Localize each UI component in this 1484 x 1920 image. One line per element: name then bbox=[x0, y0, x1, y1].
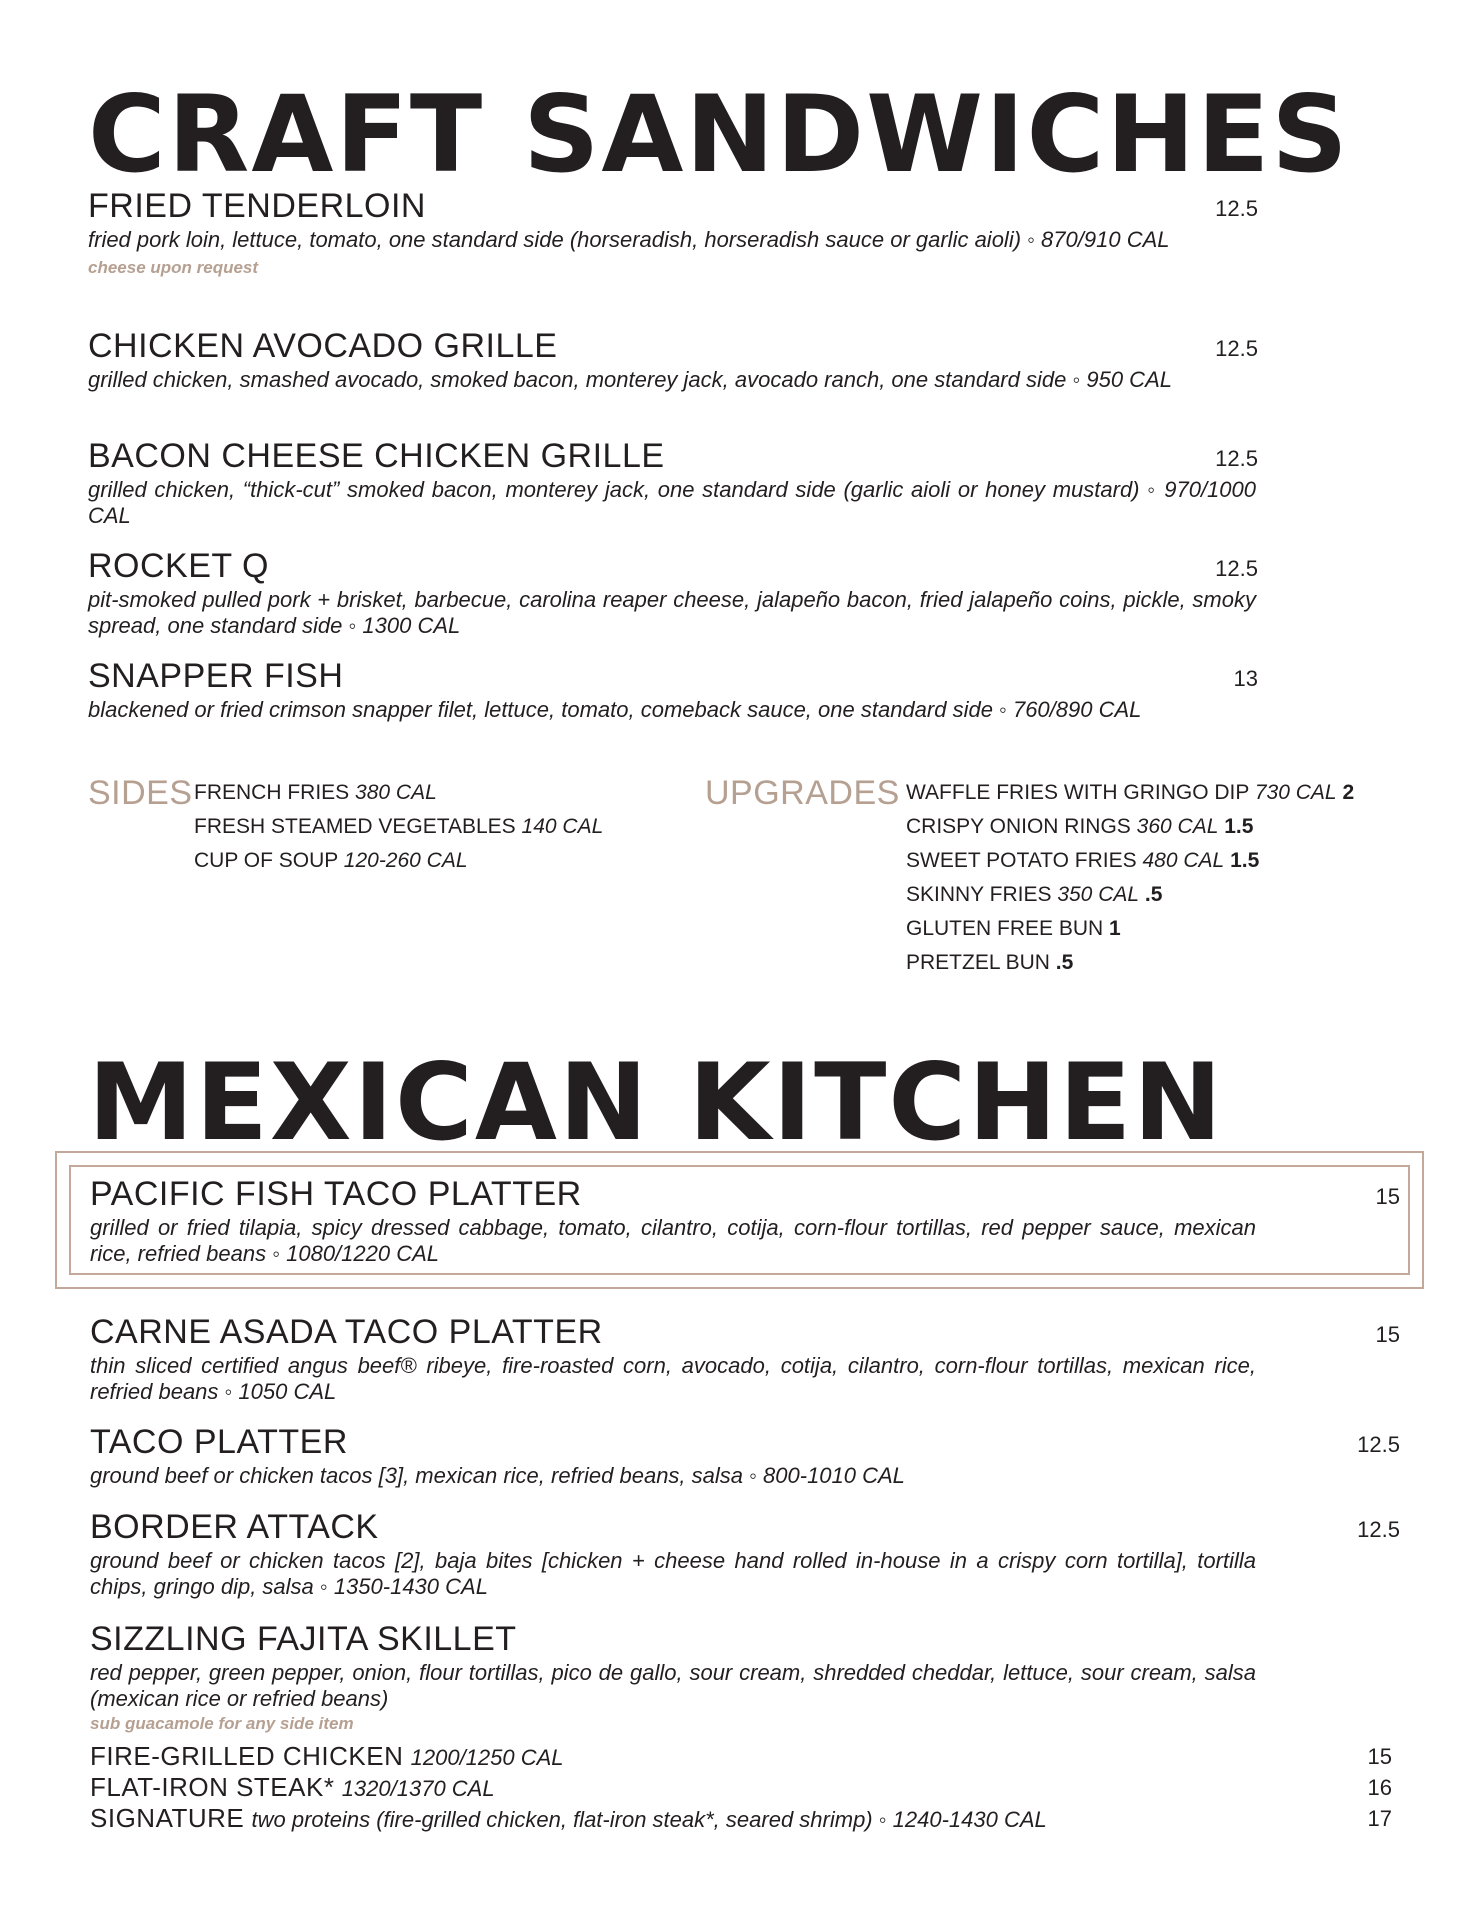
fajita-option-price: 16 bbox=[1367, 1775, 1392, 1800]
menu-item-taco-platter bbox=[90, 1422, 1400, 1489]
side-item bbox=[194, 776, 603, 810]
section-title-craft-sandwiches: CRAFT SANDWICHES bbox=[88, 73, 1350, 196]
menu-item-chicken-avocado-grille bbox=[88, 326, 1258, 393]
upgrade-name: PRETZEL BUN bbox=[906, 951, 1050, 974]
sides-list bbox=[194, 776, 603, 878]
fajita-option-description: 1320/1370 CAL bbox=[341, 1776, 495, 1801]
upgrades-label: UPGRADES bbox=[705, 774, 900, 812]
item-description: thin sliced certified angus beef® ribeye, fire-roasted corn, avocado, cotija, cilantro, corn-flour tortillas, mexican rice, refried beans ◦ 1050 CAL bbox=[90, 1353, 1256, 1404]
section-title-mexican-kitchen: MEXICAN KITCHEN bbox=[88, 1041, 1225, 1164]
side-item bbox=[194, 844, 603, 878]
upgrade-price: .5 bbox=[1055, 951, 1074, 974]
item-description: grilled chicken, smashed avocado, smoked bacon, monterey jack, avocado ranch, one standard side ◦ 950 CAL bbox=[88, 367, 1172, 392]
item-name: CARNE ASADA TACO PLATTER bbox=[90, 1313, 603, 1351]
item-description: pit-smoked pulled pork + brisket, barbecue, carolina reaper cheese, jalapeño bacon, fried jalapeño coins, pickle, smoky spread, one standard side ◦ 1300 CAL bbox=[88, 587, 1256, 638]
item-description: red pepper, green pepper, onion, flour tortillas, pico de gallo, sour cream, shredded cheddar, lettuce, sour cream, salsa (mexican rice or refried beans) bbox=[90, 1660, 1256, 1711]
item-price: 15 bbox=[1375, 1184, 1400, 1209]
item-description: ground beef or chicken tacos [2], baja bites [chicken + cheese hand rolled in-house in a crispy corn tortilla], tortilla chips, gringo dip, salsa ◦ 1350-1430 CAL bbox=[90, 1548, 1256, 1599]
fajita-option-description: two proteins (fire-grilled chicken, flat-iron steak*, seared shrimp) ◦ 1240-1430 CAL bbox=[251, 1807, 1047, 1832]
item-name: CHICKEN AVOCADO GRILLE bbox=[88, 327, 558, 365]
item-note: cheese upon request bbox=[88, 258, 259, 277]
upgrade-item bbox=[906, 946, 1354, 980]
item-name: TACO PLATTER bbox=[90, 1423, 348, 1461]
menu-item-pacific-fish-taco-platter bbox=[90, 1174, 1400, 1267]
item-price: 12.5 bbox=[1215, 446, 1258, 471]
fajita-option-price: 15 bbox=[1367, 1744, 1392, 1769]
item-price: 12.5 bbox=[1357, 1432, 1400, 1457]
upgrade-price: 2 bbox=[1342, 781, 1355, 804]
upgrade-price: 1.5 bbox=[1224, 815, 1254, 838]
menu-item-carne-asada-taco-platter bbox=[90, 1312, 1400, 1405]
upgrade-item bbox=[906, 776, 1354, 810]
side-item bbox=[194, 810, 603, 844]
upgrade-item bbox=[906, 844, 1354, 878]
item-description: grilled chicken, “thick-cut” smoked bacon, monterey jack, one standard side (garlic aioli or honey mustard) ◦ 970/1000 CAL bbox=[88, 477, 1256, 528]
upgrade-name: SWEET POTATO FRIES bbox=[906, 849, 1137, 872]
upgrade-calories: 480 CAL bbox=[1142, 849, 1225, 872]
upgrade-price: 1 bbox=[1109, 917, 1121, 940]
upgrade-item bbox=[906, 878, 1354, 912]
item-price: 12.5 bbox=[1215, 556, 1258, 581]
upgrade-calories: 360 CAL bbox=[1136, 815, 1219, 838]
item-price: 13 bbox=[1233, 666, 1258, 691]
item-price: 12.5 bbox=[1215, 336, 1258, 361]
item-price: 12.5 bbox=[1215, 196, 1258, 221]
sides-label: SIDES bbox=[88, 774, 193, 812]
item-name: PACIFIC FISH TACO PLATTER bbox=[90, 1175, 582, 1213]
item-description: blackened or fried crimson snapper filet, lettuce, tomato, comeback sauce, one standard side ◦ 760/890 CAL bbox=[88, 697, 1142, 722]
item-name: SIZZLING FAJITA SKILLET bbox=[90, 1620, 517, 1658]
upgrade-name: WAFFLE FRIES WITH GRINGO DIP bbox=[906, 781, 1250, 804]
upgrade-calories: 350 CAL bbox=[1057, 883, 1140, 906]
item-price: 12.5 bbox=[1357, 1517, 1400, 1542]
side-name: FRENCH FRIES bbox=[194, 781, 350, 804]
item-price: 15 bbox=[1375, 1322, 1400, 1347]
item-description: fried pork loin, lettuce, tomato, one standard side (horseradish, horseradish sauce or garlic aioli) ◦ 870/910 CAL bbox=[88, 227, 1170, 252]
menu-item-bacon-cheese-chicken-grille bbox=[88, 436, 1258, 529]
item-name: SNAPPER FISH bbox=[88, 657, 344, 695]
side-name: FRESH STEAMED VEGETABLES bbox=[194, 815, 516, 838]
side-calories: 120-260 CAL bbox=[343, 849, 468, 872]
fajita-option-name: FIRE-GRILLED CHICKEN bbox=[90, 1741, 404, 1771]
menu-item-snapper-fish bbox=[88, 656, 1258, 723]
side-calories: 140 CAL bbox=[521, 815, 604, 838]
fajita-option-price: 17 bbox=[1367, 1806, 1392, 1831]
fajita-option-description: 1200/1250 CAL bbox=[410, 1745, 564, 1770]
item-name: FRIED TENDERLOIN bbox=[88, 187, 426, 225]
upgrade-calories: 730 CAL bbox=[1254, 781, 1337, 804]
upgrade-name: SKINNY FRIES bbox=[906, 883, 1052, 906]
fajita-option-row bbox=[90, 1741, 1392, 1772]
side-calories: 380 CAL bbox=[355, 781, 437, 804]
upgrade-item bbox=[906, 912, 1354, 946]
menu-item-sizzling-fajita-skillet bbox=[90, 1619, 1400, 1734]
fajita-option-name: SIGNATURE bbox=[90, 1803, 245, 1833]
fajita-option-row bbox=[90, 1803, 1392, 1834]
fajita-option-name: FLAT-IRON STEAK* bbox=[90, 1772, 335, 1802]
side-name: CUP OF SOUP bbox=[194, 849, 338, 872]
upgrade-item bbox=[906, 810, 1354, 844]
fajita-option-row bbox=[90, 1772, 1392, 1803]
menu-item-fried-tenderloin bbox=[88, 186, 1258, 278]
upgrade-price: .5 bbox=[1144, 883, 1163, 906]
upgrades-list bbox=[906, 776, 1354, 980]
item-description: ground beef or chicken tacos [3], mexican rice, refried beans, salsa ◦ 800-1010 CAL bbox=[90, 1463, 905, 1488]
item-name: ROCKET Q bbox=[88, 547, 269, 585]
upgrade-name: GLUTEN FREE BUN bbox=[906, 917, 1104, 940]
item-name: BORDER ATTACK bbox=[90, 1508, 379, 1546]
menu-item-border-attack bbox=[90, 1507, 1400, 1600]
upgrade-name: CRISPY ONION RINGS bbox=[906, 815, 1131, 838]
upgrade-price: 1.5 bbox=[1230, 849, 1260, 872]
menu-item-rocket-q bbox=[88, 546, 1258, 639]
item-note: sub guacamole for any side item bbox=[90, 1714, 354, 1733]
item-description: grilled or fried tilapia, spicy dressed cabbage, tomato, cilantro, cotija, corn-flour tortillas, red pepper sauce, mexican rice, refried beans ◦ 1080/1220 CAL bbox=[90, 1215, 1256, 1266]
item-name: BACON CHEESE CHICKEN GRILLE bbox=[88, 437, 665, 475]
